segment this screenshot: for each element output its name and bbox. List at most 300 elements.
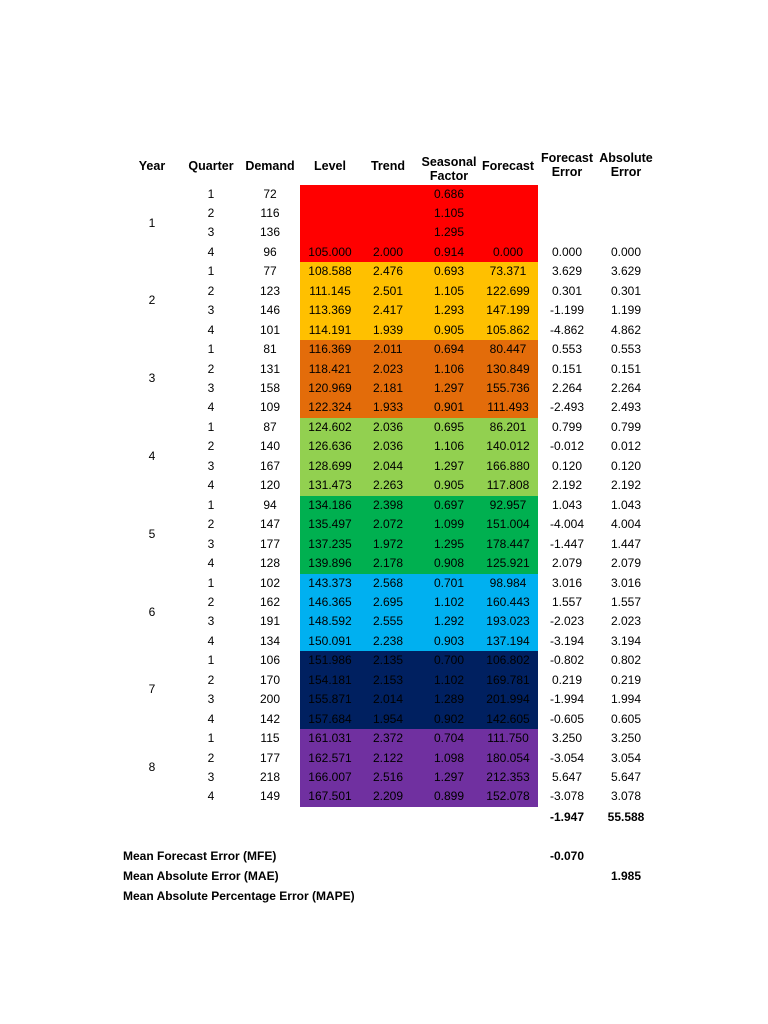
table-row <box>0 612 768 632</box>
absolute-error-cell: 1.557 <box>610 594 642 609</box>
forecast-error-cell: 1.043 <box>551 497 583 512</box>
mae-label: Mean Absolute Error (MAE) <box>123 869 279 883</box>
header-forecast-error-line2: Error <box>551 165 583 179</box>
table-row <box>0 710 768 730</box>
seasonal-factor-cell: 0.686 <box>433 186 465 201</box>
forecast-error-cell: -4.862 <box>549 322 585 337</box>
demand-cell: 120 <box>259 478 281 493</box>
seasonal-factor-cell: 0.693 <box>433 264 465 279</box>
seasonal-factor-cell: 0.697 <box>433 497 465 512</box>
seasonal-factor-cell: 0.905 <box>433 478 465 493</box>
quarter-cell: 1 <box>207 342 215 357</box>
quarter-cell: 1 <box>207 264 215 279</box>
absolute-error-cell: 0.802 <box>610 653 642 668</box>
table-row <box>0 651 768 671</box>
absolute-error-cell: 1.043 <box>610 497 642 512</box>
table-row <box>0 787 768 807</box>
level-cell: 124.602 <box>308 419 352 434</box>
level-cell: 105.000 <box>308 244 352 259</box>
header-absolute-error <box>596 151 656 179</box>
table-row <box>0 574 768 594</box>
forecast-cell <box>480 223 536 243</box>
table-row <box>0 398 768 418</box>
quarter-cell: 2 <box>207 439 215 454</box>
forecast-error-cell: -1.199 <box>549 303 585 318</box>
forecast-error-cell: -0.012 <box>549 439 585 454</box>
absolute-error-cell: 2.192 <box>610 478 642 493</box>
level-cell: 150.091 <box>308 633 352 648</box>
trend-cell: 2.209 <box>372 789 404 804</box>
seasonal-factor-cell: 0.700 <box>433 653 465 668</box>
header-absolute-error-line2: Error <box>610 165 642 179</box>
table-row <box>0 185 768 205</box>
trend-cell: 1.933 <box>372 400 404 415</box>
absolute-error-cell: 4.862 <box>610 322 642 337</box>
forecast-error-cell: 0.301 <box>551 283 583 298</box>
absolute-error-cell: 0.120 <box>610 458 642 473</box>
quarter-cell: 4 <box>207 633 215 648</box>
quarter-cell: 3 <box>207 692 215 707</box>
quarter-cell: 1 <box>207 186 215 201</box>
forecast-error-cell: -0.802 <box>549 653 585 668</box>
forecast-error-cell <box>538 185 596 205</box>
forecast-error-cell: 0.120 <box>551 458 583 473</box>
seasonal-factor-cell: 1.297 <box>433 458 465 473</box>
table-row <box>0 690 768 710</box>
header-seasonal-factor <box>418 155 480 183</box>
forecast-cell: 142.605 <box>486 711 530 726</box>
quarter-cell: 3 <box>207 303 215 318</box>
forecast-error-cell: -3.194 <box>549 633 585 648</box>
seasonal-factor-cell: 1.106 <box>433 439 465 454</box>
forecast-cell: 147.199 <box>486 303 530 318</box>
absolute-error-cell: 0.000 <box>610 244 642 259</box>
level-cell: 111.145 <box>309 283 351 298</box>
forecast-cell: 125.921 <box>486 556 530 571</box>
seasonal-factor-cell: 1.105 <box>433 205 465 220</box>
trend-cell: 2.072 <box>372 517 404 532</box>
mfe-label: Mean Forecast Error (MFE) <box>123 849 277 863</box>
table-row <box>0 457 768 477</box>
trend-cell: 1.939 <box>372 322 404 337</box>
quarter-cell: 1 <box>207 497 215 512</box>
absolute-error-cell: 2.079 <box>610 556 642 571</box>
header-seasonal-line1: Seasonal <box>421 155 477 169</box>
level-cell: 114.191 <box>308 322 352 337</box>
header-quarter: Quarter <box>188 159 234 173</box>
demand-cell: 115 <box>260 731 280 746</box>
seasonal-factor-cell: 0.701 <box>433 575 465 590</box>
absolute-error-cell: 5.647 <box>610 770 642 784</box>
seasonal-factor-cell: 1.292 <box>433 614 465 629</box>
table-row <box>0 204 768 224</box>
demand-cell: 96 <box>263 244 277 259</box>
header-level: Level <box>314 159 346 173</box>
trend-cell: 2.398 <box>372 497 404 512</box>
year-label: 3 <box>148 371 156 386</box>
forecast-error-cell: 1.557 <box>551 594 583 609</box>
seasonal-factor-cell: 0.695 <box>433 419 465 434</box>
trend-cell: 2.011 <box>373 342 403 357</box>
forecast-cell: 122.699 <box>486 283 530 298</box>
quarter-cell: 3 <box>207 536 215 551</box>
forecast-cell: 73.371 <box>489 264 527 279</box>
year-label: 7 <box>148 682 156 697</box>
seasonal-factor-cell: 1.099 <box>433 517 465 532</box>
quarter-cell: 4 <box>207 400 215 415</box>
forecast-cell: 178.447 <box>486 536 530 551</box>
forecast-cell: 86.201 <box>489 419 527 434</box>
demand-cell: 128 <box>259 556 281 571</box>
forecast-cell: 130.849 <box>486 361 530 376</box>
absolute-error-cell <box>596 185 656 205</box>
demand-cell: 81 <box>263 342 277 357</box>
level-cell: 137.235 <box>308 536 352 551</box>
forecast-cell: 80.447 <box>489 342 527 357</box>
table-row <box>0 593 768 613</box>
quarter-cell: 1 <box>207 731 215 746</box>
demand-cell: 147 <box>259 517 281 532</box>
demand-cell: 94 <box>263 497 277 512</box>
demand-cell: 170 <box>259 672 281 687</box>
quarter-cell: 3 <box>207 458 215 473</box>
header-demand: Demand <box>245 159 295 173</box>
demand-cell: 109 <box>259 400 281 415</box>
table-row <box>0 379 768 399</box>
demand-cell: 218 <box>259 770 281 784</box>
seasonal-factor-cell: 1.102 <box>433 594 465 609</box>
forecast-error-cell: 0.553 <box>551 342 583 357</box>
trend-cell: 2.122 <box>372 750 404 765</box>
seasonal-factor-cell: 1.289 <box>433 692 465 707</box>
trend-cell: 2.023 <box>372 361 404 376</box>
level-cell <box>300 204 360 224</box>
trend-cell: 2.568 <box>372 575 404 590</box>
absolute-error-cell: 0.799 <box>610 419 642 434</box>
seasonal-factor-cell: 1.295 <box>433 536 465 551</box>
forecast-error-cell: -1.447 <box>549 536 585 551</box>
demand-cell: 136 <box>259 225 281 240</box>
quarter-cell: 2 <box>207 517 215 532</box>
level-cell: 161.031 <box>308 731 352 746</box>
table-row <box>0 749 768 769</box>
absolute-error-cell: 0.151 <box>610 361 642 376</box>
trend-cell: 2.695 <box>372 594 404 609</box>
seasonal-factor-cell: 1.102 <box>433 672 465 687</box>
forecast-error-cell <box>538 223 596 243</box>
header-forecast-error-line1: Forecast <box>540 151 594 165</box>
forecast-cell: 105.862 <box>486 322 530 337</box>
absolute-error-cell: 3.194 <box>610 633 642 648</box>
forecast-cell: 111.493 <box>487 400 529 415</box>
trend-cell: 2.417 <box>372 303 404 318</box>
demand-cell: 101 <box>259 322 281 337</box>
demand-cell: 106 <box>259 653 281 668</box>
table-row <box>0 340 768 360</box>
absolute-error-cell: 0.219 <box>610 672 642 687</box>
trend-cell: 2.501 <box>372 283 404 298</box>
seasonal-factor-cell: 0.902 <box>433 711 465 726</box>
table-row <box>0 729 768 749</box>
quarter-cell: 3 <box>207 614 215 629</box>
level-cell: 162.571 <box>308 750 352 765</box>
table-row <box>0 360 768 380</box>
table-row <box>0 515 768 535</box>
forecast-cell <box>480 185 536 205</box>
year-label: 2 <box>148 293 156 308</box>
level-cell: 148.592 <box>308 614 352 629</box>
level-cell: 118.421 <box>308 361 352 376</box>
trend-cell: 2.476 <box>372 264 404 279</box>
forecast-error-cell: 0.000 <box>551 244 583 259</box>
demand-cell: 146 <box>259 303 281 318</box>
demand-cell: 177 <box>259 750 281 765</box>
forecast-error-cell: 0.151 <box>551 361 583 376</box>
trend-cell: 2.135 <box>372 653 404 668</box>
absolute-error-cell: 0.553 <box>610 342 642 357</box>
absolute-error-cell <box>596 223 656 243</box>
trend-cell <box>362 223 414 243</box>
quarter-cell: 2 <box>207 283 215 298</box>
table-row <box>0 418 768 438</box>
forecast-cell: 106.802 <box>486 653 530 668</box>
table-row <box>0 301 768 321</box>
seasonal-factor-cell: 1.295 <box>433 225 465 240</box>
demand-cell: 142 <box>259 711 281 726</box>
trend-cell: 1.954 <box>372 711 404 726</box>
quarter-cell: 1 <box>207 419 215 434</box>
absolute-error-cell: 2.023 <box>610 614 642 629</box>
seasonal-factor-cell: 1.293 <box>433 303 465 318</box>
forecast-cell: 151.004 <box>486 517 530 532</box>
level-cell: 122.324 <box>308 400 352 415</box>
seasonal-factor-cell: 1.105 <box>433 283 465 298</box>
forecast-cell: 98.984 <box>489 575 527 590</box>
absolute-error-cell: 1.994 <box>610 692 642 707</box>
level-cell: 157.684 <box>308 711 352 726</box>
level-cell: 154.181 <box>308 672 352 687</box>
forecast-cell: 140.012 <box>486 439 530 454</box>
absolute-error-cell: 3.078 <box>610 789 642 804</box>
demand-cell: 134 <box>259 633 281 648</box>
forecast-error-cell: 2.192 <box>551 478 583 493</box>
trend-cell: 2.238 <box>372 633 404 648</box>
forecast-cell: 180.054 <box>486 750 530 765</box>
absolute-error-cell: 0.605 <box>610 711 642 726</box>
trend-cell <box>362 204 414 224</box>
header-trend: Trend <box>370 159 406 173</box>
forecast-error-cell: -3.078 <box>549 789 585 804</box>
header-seasonal-line2: Factor <box>429 169 469 183</box>
forecast-cell: 160.443 <box>486 594 530 609</box>
trend-cell: 2.516 <box>372 770 404 784</box>
forecast-cell: 212.353 <box>486 770 530 784</box>
level-cell: 134.186 <box>308 497 352 512</box>
demand-cell: 72 <box>263 186 277 201</box>
seasonal-factor-cell: 1.098 <box>433 750 465 765</box>
absolute-error-cell: 3.054 <box>610 750 642 765</box>
total-absolute-error: 55.588 <box>607 810 645 824</box>
demand-cell: 191 <box>259 614 281 629</box>
year-label: 5 <box>148 526 156 541</box>
forecast-error-cell: 3.016 <box>551 575 583 590</box>
total-forecast-error: -1.947 <box>549 810 585 824</box>
trend-cell: 1.972 <box>372 536 404 551</box>
quarter-cell: 3 <box>207 770 215 784</box>
quarter-cell: 2 <box>207 205 215 220</box>
absolute-error-cell: 3.016 <box>610 575 642 590</box>
quarter-cell: 3 <box>207 225 215 240</box>
forecast-cell: 201.994 <box>486 692 530 707</box>
forecast-error-cell <box>538 204 596 224</box>
forecast-cell: 193.023 <box>486 614 530 629</box>
table-row <box>0 496 768 516</box>
level-cell: 108.588 <box>308 264 352 279</box>
level-cell <box>300 185 360 205</box>
demand-cell: 102 <box>259 575 281 590</box>
level-cell: 151.986 <box>308 653 352 668</box>
quarter-cell: 4 <box>207 244 215 259</box>
forecast-error-cell: -4.004 <box>549 517 585 532</box>
absolute-error-cell: 2.264 <box>610 381 642 395</box>
level-cell: 146.365 <box>308 594 352 609</box>
level-cell: 116.369 <box>308 342 352 357</box>
level-cell: 167.501 <box>308 789 352 804</box>
demand-cell: 177 <box>259 536 281 551</box>
seasonal-factor-cell: 0.908 <box>433 556 465 571</box>
absolute-error-cell: 3.629 <box>610 264 642 279</box>
forecast-error-cell: 3.629 <box>551 264 583 279</box>
seasonal-factor-cell: 0.914 <box>433 244 465 259</box>
header-forecast: Forecast <box>481 159 535 173</box>
demand-cell: 123 <box>259 283 281 298</box>
forecast-cell: 111.750 <box>487 731 529 746</box>
demand-cell: 77 <box>263 264 277 279</box>
seasonal-factor-cell: 0.704 <box>433 731 465 746</box>
seasonal-factor-cell: 0.903 <box>433 633 465 648</box>
level-cell: 166.007 <box>308 770 352 784</box>
table-row <box>0 437 768 457</box>
year-label: 4 <box>148 449 156 464</box>
table-row <box>0 671 768 691</box>
level-cell: 135.497 <box>308 517 352 532</box>
table-row <box>0 223 768 243</box>
demand-cell: 158 <box>259 381 281 395</box>
level-cell: 143.373 <box>308 575 352 590</box>
table-row <box>0 768 768 788</box>
quarter-cell: 3 <box>207 381 215 395</box>
quarter-cell: 2 <box>207 361 215 376</box>
trend-cell: 2.181 <box>372 381 404 395</box>
year-label: 1 <box>148 215 156 230</box>
seasonal-factor-cell: 0.905 <box>433 322 465 337</box>
header-forecast-error <box>538 151 596 179</box>
quarter-cell: 2 <box>207 594 215 609</box>
quarter-cell: 1 <box>207 575 215 590</box>
trend-cell: 2.000 <box>372 244 404 259</box>
level-cell: 128.699 <box>308 458 352 473</box>
year-label: 6 <box>148 604 156 619</box>
table-row <box>0 262 768 282</box>
table-row <box>0 535 768 555</box>
forecast-error-cell: 2.079 <box>551 556 583 571</box>
trend-cell: 2.044 <box>372 458 404 473</box>
table-row <box>0 554 768 574</box>
absolute-error-cell: 4.004 <box>610 517 642 532</box>
level-cell: 139.896 <box>308 556 352 571</box>
demand-cell: 116 <box>260 205 280 220</box>
level-cell: 155.871 <box>308 692 352 707</box>
table-row <box>0 243 768 263</box>
year-label: 8 <box>148 760 156 775</box>
quarter-cell: 4 <box>207 711 215 726</box>
forecast-cell: 169.781 <box>486 672 530 687</box>
quarter-cell: 2 <box>207 750 215 765</box>
forecast-error-cell: -3.054 <box>549 750 585 765</box>
seasonal-factor-cell: 1.297 <box>433 381 465 395</box>
level-cell: 131.473 <box>308 478 352 493</box>
seasonal-factor-cell: 0.899 <box>433 789 465 804</box>
forecast-cell: 152.078 <box>486 789 530 804</box>
demand-cell: 131 <box>259 361 281 376</box>
forecast-cell: 155.736 <box>486 381 530 395</box>
forecast-cell: 0.000 <box>492 244 524 259</box>
level-cell: 113.369 <box>308 303 352 318</box>
forecast-error-cell: 3.250 <box>551 731 583 746</box>
mfe-value: -0.070 <box>549 849 585 863</box>
forecast-error-cell: 0.799 <box>551 419 583 434</box>
forecast-cell: 166.880 <box>486 458 530 473</box>
seasonal-factor-cell: 1.297 <box>433 770 465 784</box>
trend-cell: 2.372 <box>372 731 404 746</box>
mape-label: Mean Absolute Percentage Error (MAPE) <box>123 889 355 903</box>
demand-cell: 87 <box>263 419 277 434</box>
table-row <box>0 282 768 302</box>
forecast-error-cell: -1.994 <box>549 692 585 707</box>
trend-cell: 2.178 <box>372 556 404 571</box>
forecast-error-cell: -2.493 <box>549 400 585 415</box>
trend-cell: 2.153 <box>372 672 404 687</box>
absolute-error-cell: 1.199 <box>610 303 642 318</box>
seasonal-factor-cell: 0.901 <box>433 400 465 415</box>
forecast-cell: 117.808 <box>486 478 530 493</box>
quarter-cell: 4 <box>207 789 215 804</box>
trend-cell: 2.036 <box>372 439 404 454</box>
trend-cell <box>362 185 414 205</box>
forecast-cell: 92.957 <box>489 497 527 512</box>
demand-cell: 140 <box>259 439 281 454</box>
trend-cell: 2.263 <box>372 478 404 493</box>
demand-cell: 200 <box>259 692 281 707</box>
forecast-error-cell: -2.023 <box>549 614 585 629</box>
absolute-error-cell <box>596 204 656 224</box>
quarter-cell: 2 <box>207 672 215 687</box>
demand-cell: 167 <box>259 458 281 473</box>
mae-value: 1.985 <box>610 869 642 883</box>
absolute-error-cell: 0.012 <box>610 439 642 454</box>
seasonal-factor-cell: 1.106 <box>433 361 465 376</box>
table-row <box>0 476 768 496</box>
header-absolute-error-line1: Absolute <box>599 151 653 165</box>
forecast-error-cell: 0.219 <box>551 672 583 687</box>
quarter-cell: 4 <box>207 322 215 337</box>
table-row <box>0 632 768 652</box>
header-year: Year <box>138 159 166 173</box>
quarter-cell: 4 <box>207 556 215 571</box>
absolute-error-cell: 0.301 <box>610 283 642 298</box>
quarter-cell: 4 <box>207 478 215 493</box>
forecast-cell: 137.194 <box>486 633 530 648</box>
